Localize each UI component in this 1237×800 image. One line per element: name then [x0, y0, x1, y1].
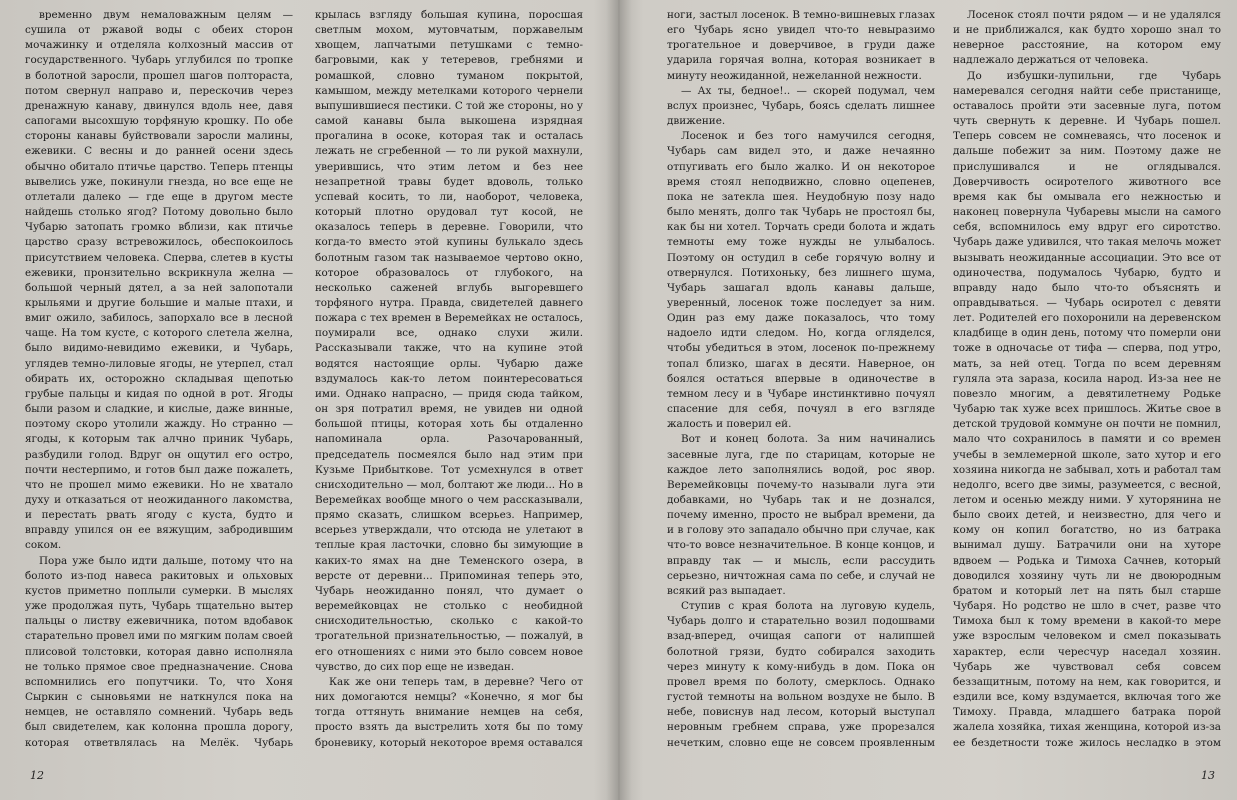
left-page [0, 0, 618, 800]
paragraph: Лосенок и без того намучился сегодня, Чубарь сам видел это, и даже нечаянно отпугивать его было жалко. И он некоторое время стоял неподвижно, словно оцепенев, пока не затекла шея. Неудобную позу надо было менять, долго так Чубарь не простоял бы, как бы ни хотел. Торчать среди болота и ждать темноты ему тоже нужды не улыбалось. Поэтому он остудил в себе горячую волну и отвернулся. Потихоньку, без лишнего шума, Чубарь зашагал вдоль канавы дальше, уверенный, лосенок тоже последует за ним. Один раз ему даже показалось, что тому надоело идти следом. Но, когда огляделся, чтобы убедиться в этом, лосенок по-прежнему топал близко, шагах в десяти. Наверное, он боялся остаться впервые в одиночестве в темном лесу и в Чубаре инстинктивно почуял спасение для себя, почуял в его взгляде жалость и поверил ей. [667, 130, 935, 431]
paragraph: Вот и конец болота. За ним начинались засевные луга, где по старицам, которые не каждое лето заполнялись водой, рос явор. Веремейковцы почему-то называли луга эти добавками, но Чубарь так и не дознался, почему именно, просто не выбрал времени, да и в голову это западало обычно при случае, как что-то вовсе незначительное. В конце концов, и вправду так — и мысль, если рассудить серьезно, ничтожная сама по себе, и случай не всякий раз выпадает. [667, 433, 935, 597]
paragraph: ноги, застыл лосенок. В темно-вишневых глазах его Чубарь ясно увидел что-то невыразимо трогательное и доверчивое, в груди даже ударила горячая волна, которая возникает в минуту неожиданной, нежеланной нежности. [667, 9, 935, 82]
page-number-right: 13 [1201, 769, 1215, 782]
paragraph: Ступив с края болота на луговую кудель, Чубарь долго и старательно возил подошвами взад-вперед, очищая сапоги от налипшей болотной грязи, будто собирался заходить через минуту к кому-нибудь в дом. Пока он провел время по болоту, смерклось. Однако густой темноты на вольном воздухе не было. В небе, повиснув над лесом, который выступал неровным гребнем справа, уже прорезался нечетким, словно еще не совсем проявленным [667, 600, 935, 748]
paragraph: До избушки-лупильни, где Чубарь намеревался сегодня найти себе пристанище, оставалось пройти эти засевные луга, потом чуть свернуть к деревне. И Чубарь пошел. Теперь совсем не сомневаясь, что лосенок и дальше побежит за ним. Поэтому даже не прислушивался и не оглядывался. Доверчивость осиротелого животного все время как бы омывала его нежностью и наконец повернула Чубаревы мысли на самого себя, вспомнилось ему вдруг его сиротство. Чубарь даже удивился, что такая мелочь может вызывать неожиданные ассоциации. Это все от одиночества, подумалось Чубарю, будто и вправду надо было что-то объяснять и оправдываться. — Чубарь осиротел с девяти лет. Родителей его похоронили на деревенском кладбище в один день, потому что померли они тоже в одночасье от тифа — сперва, под утро, мать, за ней отец. Тогда по всем деревням гуляла эта зараза, косила народ. Из-за нее не повезло многим, а девятилетнему Родьке Чубарю так хуже всех пришлось. Житье свое в детской трудовой коммуне он почти не помнил, мало что сохранилось в памяти и со времен учебы в землемерной школе, зато хутор и его хозяина никогда не забывал, хоть и работал там недолго, всего две зимы, разумеется, с весной, летом и осенью между ними. У хуторянина не было своих детей, и неизвестно, для чего и кому он копил богатство, но из батрака вынимал душу. Батрачили они на хуторе вдвоем — Родька и Тимоха Сачнев, который доводился хозяину чуть ли не двоюродным братом и который лет на пять был старше Чубаря. Но родство не шло в счет, разве что Тимоха был к тому времени в какой-то мере уже взрослым человеком и смел показывать характер, если чересчур наседал хозяин. Чубарь же чувствовал себя совсем беззащитным, потому на нем, как говорится, и ездили все, кому вздумается, включая того же Тимоху. Правда, младшего батрака порой жалела хозяйка, тихая женщина, которой из-за ее бездетности тоже жилось несладко в этом [953, 69, 1221, 748]
page-number-left: 12 [30, 769, 44, 782]
paragraph: временно двум немаловажным целям — сушила от ржавой воды с обеих сторон мочажинку и отделяла колхозный массив от государственного. Чубарь углубился по тропке в болотной заросли, прошел шагов полтораста, потом свернул направо и, перескочив через дренажную канаву, двинулся вдоль нее, давя сапогами высохшую торфяную крошку. По обе стороны канавы буйствовали заросли малины, ежевики. С весны и до ранней осени здесь обычно обитало птичье царство. Теперь птенцы вывелись уже, покинули гнезда, но все еще не отлетали далеко — где еще в другом месте найдешь столько ягод? Потому довольно было Чубарю затопать громко вблизи, как птичье царство сразу встревожилось, обеспокоилось присутствием человека. Сперва, слетев в кусты ежевики, пронзительно вскрикнула желна — большой черный дятел, а за ней залопотали крыльями и другие большие и малые птахи, и вмиг ожило, забилось, запорхало все в лесной чаще. На том кусте, с которого слетела желна, было видимо-невидимо ежевики, и Чубарь, углядев темно-лиловые ягоды, не утерпел, стал обирать их, осторожно складывая щепотью грубые пальцы и кидая по одной в рот. Ягоды были разом и сладкие, и кислые, даже винные, поэтому скоро утолили жажду. Но странно — ягоды, к которым так алчно приник Чубарь, разбудили голод. Вдруг он ощутил его остро, почти нестерпимо, и готов был даже пожалеть, что не прошел мимо ежевики. Но не хватало духу и отказаться от неожиданного лакомства, и перестать рвать ягоду с куста, будто и вправду упился он ее вяжущим, забродившим соком. [25, 9, 293, 552]
paragraph: Лосенок стоял почти рядом — и не удалялся и не приближался, как будто хорошо знал то неверное расстояние, на котором ему надлежало держаться от человека. [953, 9, 1221, 67]
right-page-column-1 [667, 8, 935, 748]
paragraph: крылась взгляду большая купина, поросшая светлым мохом, мутовчатым, поржавелым хвощем, лапчатыми петушками с темно-багровыми, как у тетеревов, гребнями и ромашкой, словно туманом покрытой, камышом, между метелками которого чернели выпушившиеся пестики. С той же стороны, но у самой канавы была выкошена изрядная прогалина в осоке, которая так и осталась лежать не сгребенной — то ли рукой махнули, уверившись, что этим летом и без нее незапретной травы будет вдоволь, только успевай косить, то ли, наоборот, человека, который плотно орудовал тут косой, не оказалось теперь в деревне. Говорили, что когда-то вместо этой купины булькало здесь болотным газом так называемое чертово окно, которое образовалось от глубокого, на несколько саженей вглубь выгоревшего торфяного нутра. Правда, свидетелей давнего пожара с тех времен в Веремейках не осталось, поумирали все, однако слухи жили. Рассказывали также, что на купине этой водятся настоящие орлы. Чубарю даже вздумалось как-то летом поинтересоваться ими. Однако напрасно, — придя сюда тайком, он зря потратил время, не увидев ни одной большой птицы, которая хоть бы отдаленно напоминала орла. Разочарованный, председатель посмеялся было над этим при Кузьме Прибыткове. Тот усмехнулся в ответ снисходительно — мол, болтают же люди... Но в Веремейках вообще много о чем рассказывали, прямо сказать, слишком всерьез. Например, всерьез утверждали, что отсюда не улетают в теплые края ласточки, словно бы зимующие в каких-то ямах на дне Теменского озера, в версте от деревни... Припоминая теперь это, Чубарь неожиданно понял, что думает о веремейковцах не столько с необидной снисходительностью, сколько с какой-то трогательной признательностью, — пожалуй, в его отношениях с ними это было совсем новое чувство, до сих пор еще не изведан. [315, 9, 583, 673]
paragraph: — Ах ты, бедное!.. — скорей подумал, чем вслух произнес, Чубарь, боясь сделать лишнее движение. [667, 84, 935, 128]
left-page-column-1 [25, 8, 293, 748]
right-page [619, 0, 1237, 800]
paragraph: Пора уже было идти дальше, потому что на болото из-под навеса ракитовых и ольховых кустов приметно поплыли сумерки. В мыслях уже продолжая путь, Чубарь тщательно вытер пальцы о листву ежевичника, потом вдобавок старательно провел ими по мягким полам своей плисовой толстовки, которая давно исполняла не только прямое свое предназначение. Снова вспомнились его попутчики. То, что Хоня Сыркин с сыновьями не наткнулся пока на немцев, не оставляло сомнений. Чубарь ведь был свидетелем, как колонна прошла дорогу, которая ответвлялась на Мелёк. Чубарь [25, 554, 293, 748]
left-page-column-2 [315, 8, 583, 748]
right-page-column-2 [953, 8, 1221, 748]
paragraph: Как же они теперь там, в деревне? Чего от них домогаются немцы? «Конечно, я мог бы тогда оттянуть внимание немцев на себя, просто взять да выстрелить хотя бы по тому броневику, который некоторое время оставался [315, 675, 583, 748]
